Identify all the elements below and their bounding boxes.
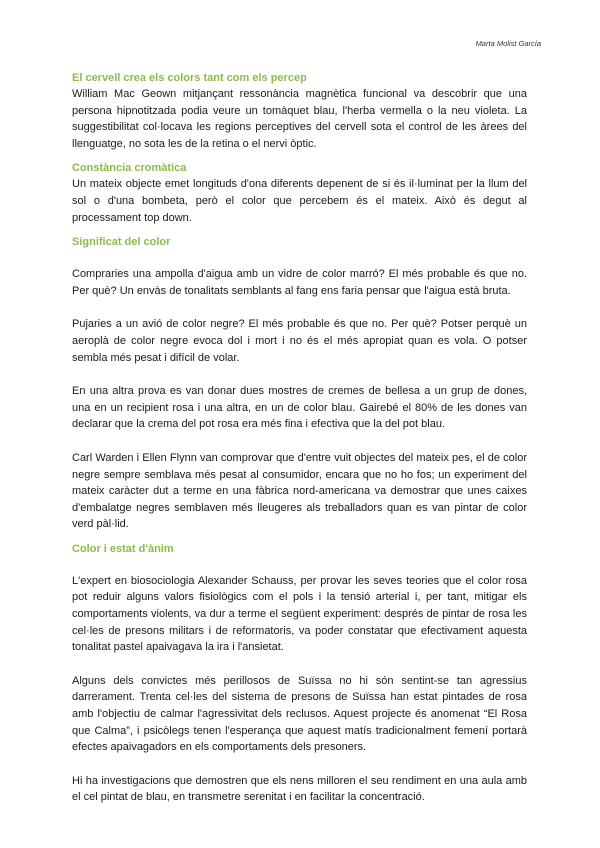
paragraph: William Mac Geown mitjançant ressonància magnètica funcional va descobrir que una persona hipnotitzada podia veure un tomàquet blau, l'herba vermella o la neu violeta. La suggestibilitat col·locava les regions perceptives del cervell sota el control de les àrees del llenguatge, no sota les de la retina o el nervi òptic. bbox=[72, 88, 527, 150]
paragraph: Carl Warden i Ellen Flynn van comprovar que d'entre vuit objectes del mateix pes, el de color negre sempre semblava més pesat al consumidor, encara que no ho fos; un experiment del mateix caràcter dut a terme en una fàbrica nord-americana va demostrar que unes caixes d'embalatge negres semblaven més lleugeres als treballadors quan es van pintar de color verd pàl·lid. bbox=[72, 451, 527, 531]
section-heading: Constància cromàtica bbox=[72, 162, 187, 175]
paragraph: Compraries una ampolla d'aigua amb un vidre de color marró? El més probable és que no. Per què? Un envàs de tonalitats semblants al fang ens faria pensar que l'aigua està bruta. bbox=[72, 268, 527, 297]
paragraph: L'expert en biosociologia Alexander Schauss, per provar les seves teories que el color rosa pot reduir alguns valors fisiològics com el pols i la tensió arterial i, per tant, mitigar els comportaments violents, va dur a terme el següent experiment: després de pintar de rosa les cel·les de presons militars i de reformatoris, va poder constatar que efectivament aquesta tonalitat pastel apaivagava la ira i l'ansietat. bbox=[72, 574, 527, 654]
page-author: Marta Molist García bbox=[475, 39, 541, 48]
paragraph: Un mateix objecte emet longituds d'ona diferents depenent de si és il·luminat per la llum del sol o d'una bombeta, però el color que percebem és el mateix. Això és degut al processament top down. bbox=[72, 178, 527, 224]
paragraph: Hi ha investigacions que demostren que els nens milloren el seu rendiment en una aula amb el cel pintat de blau, en transmetre serenitat i en facilitar la concentració. bbox=[72, 774, 527, 804]
section-heading: Significat del color bbox=[72, 236, 171, 249]
document-body bbox=[72, 70, 527, 806]
paragraph: Pujaries a un avió de color negre? El més probable és que no. Per què? Potser perquè un aeroplà de color negre evoca dol i mort i no és el més apropiat quan es vola. O potser sembla més pesat i difícil de volar. bbox=[72, 318, 527, 364]
paragraph: En una altra prova es van donar dues mostres de cremes de bellesa a un grup de dones, una en un recipient rosa i una altra, en un de color blau. Gairebé el 80% de les dones van declarar que la crema del pot rosa era més fina i efectiva que la del pot blau. bbox=[72, 385, 527, 431]
section-heading: Color i estat d'ànim bbox=[72, 542, 174, 555]
section-heading: El cervell crea els colors tant com els percep bbox=[72, 72, 307, 84]
paragraph: Alguns dels convictes més perillosos de Suïssa no hi són sentint-se tan agressius darrerament. Trenta cel·les del sistema de presons de Suïssa han estat pintades de rosa amb l'objectiu de calmar l'agressivitat dels reclusos. Aquest projecte és anomenat “El Rosa que Calma”, i psicòlegs tenen l'esperança que aquest matís tradicionalment femení portarà efectes apaivagadors en els comportaments dels presoners. bbox=[72, 674, 527, 754]
